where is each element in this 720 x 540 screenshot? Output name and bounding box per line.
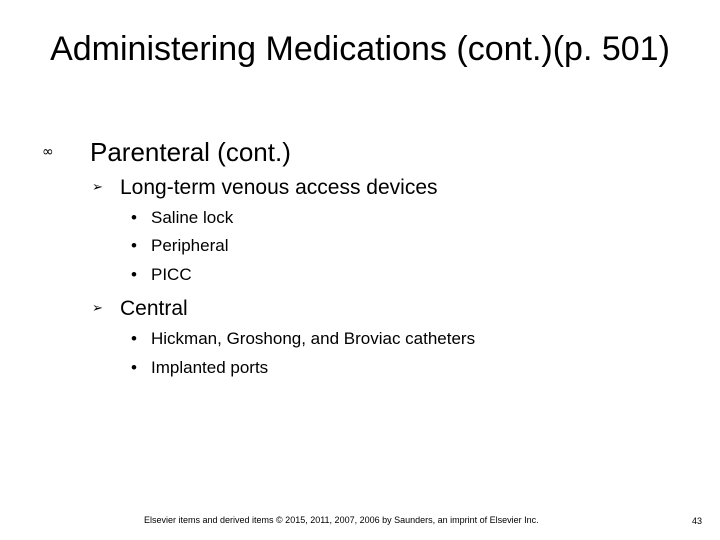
bullet-level2-central	[92, 297, 188, 321]
page-number: 43	[692, 516, 703, 526]
infinity-icon: ∞	[42, 144, 54, 160]
copyright-footer: Elsevier items and derived items © 2015, 2011, 2007, 2006 by Saunders, an imprint of Elsevier Inc.	[144, 515, 539, 525]
bullet-level2-text: Long-term venous access devices	[120, 176, 438, 199]
dot-bullet-icon: •	[131, 265, 137, 284]
dot-bullet-icon: •	[131, 358, 137, 377]
bullet-level3-item	[131, 358, 268, 378]
dot-bullet-icon: •	[131, 236, 137, 255]
bullet-level3-text: Implanted ports	[151, 358, 269, 377]
bullet-level2-text: Central	[120, 297, 188, 320]
bullet-level3-item	[131, 236, 229, 256]
dot-bullet-icon: •	[131, 329, 137, 348]
bullet-level1	[42, 137, 291, 167]
bullet-level3-text: Peripheral	[151, 236, 229, 255]
bullet-level3-text: Hickman, Groshong, and Broviac catheters	[151, 329, 476, 348]
slide-title: Administering Medications (cont.)(p. 501)	[50, 30, 670, 68]
bullet-level3-text: PICC	[151, 265, 192, 284]
bullet-level3-item	[131, 265, 192, 285]
bullet-level1-text: Parenteral (cont.)	[90, 137, 291, 167]
dot-bullet-icon: •	[131, 208, 137, 227]
bullet-level3-item	[131, 208, 233, 228]
arrowhead-bullet-icon: ➢	[92, 180, 103, 195]
bullet-level3-text: Saline lock	[151, 208, 234, 227]
bullet-level2-long-term	[92, 176, 438, 200]
arrowhead-bullet-icon: ➢	[92, 301, 103, 316]
bullet-level3-item	[131, 329, 475, 349]
